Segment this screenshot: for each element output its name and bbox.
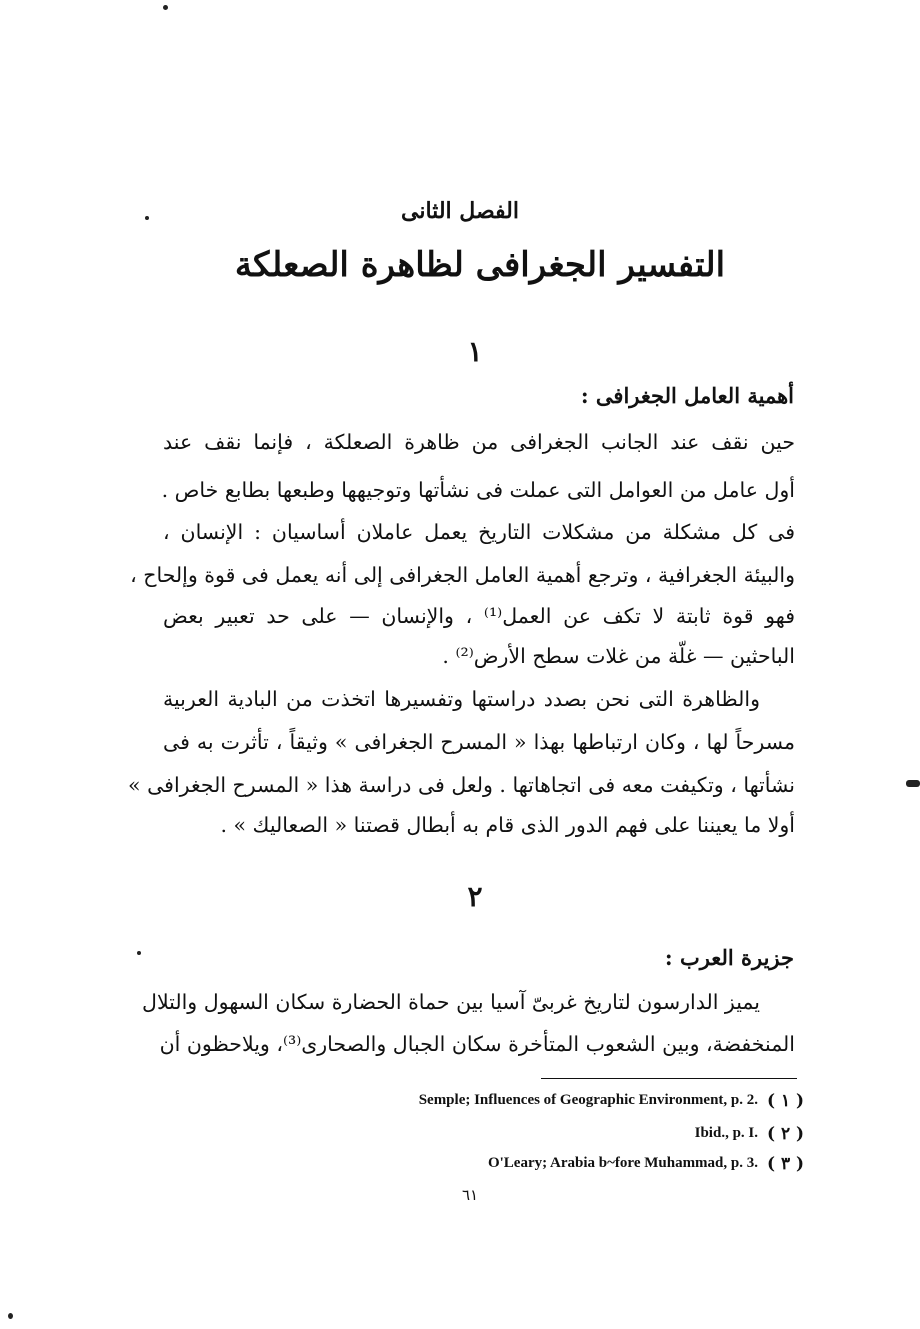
paragraph-line: حين نقف عند الجانب الجغرافى من ظاهرة الصعلكة ، فإنما نقف عند: [163, 430, 795, 454]
paragraph-line: الباحثين — غلّة من غلات سطح الأرض⁽²⁾ .: [442, 644, 795, 668]
paragraph-line: والظاهرة التى نحن بصدد دراستها وتفسيرها اتخذت من البادية العربية: [163, 687, 760, 711]
paragraph-line: نشأتها ، وتكيفت معه فى اتجاهاتها . ولعل فى دراسة هذا « المسرح الجغرافى »: [128, 773, 795, 797]
paragraph-line: مسرحاً لها ، وكان ارتباطها بهذا « المسرح الجغرافى » وثيقاً ، تأثرت به فى: [163, 730, 795, 754]
footnote-number: ( ٢ ): [767, 1124, 805, 1144]
paragraph-line: والبيئة الجغرافية ، وترجع أهمية العامل الجغرافى إلى أنه يعمل فى قوة وإلحاح ،: [130, 563, 795, 587]
section-heading: أهمية العامل الجغرافى :: [580, 383, 794, 408]
page-number: ٦١: [461, 1186, 479, 1204]
scan-speck: [137, 951, 141, 955]
section-number: ١: [467, 335, 483, 368]
footnote-number: ( ١ ): [767, 1091, 805, 1111]
paragraph-line: أول عامل من العوامل التى عملت فى نشأتها وتوجيهها وطبعها بطابع خاص .: [161, 478, 795, 502]
paragraph-line: يميز الدارسون لتاريخ غربىّ آسيا بين حماة الحضارة سكان السهول والتلال: [142, 990, 760, 1014]
section-heading: جزيرة العرب :: [664, 945, 794, 970]
footnote-rule: [541, 1078, 797, 1079]
paragraph-line: فهو قوة ثابتة لا تكف عن العمل⁽¹⁾ ، والإنسان — على حد تعبير بعض: [163, 604, 796, 628]
scan-speck: [906, 780, 920, 787]
paragraph-line: المنخفضة، وبين الشعوب المتأخرة سكان الجبال والصحارى⁽³⁾، ويلاحظون أن: [159, 1032, 795, 1056]
footnote-text: Ibid., p. I.: [694, 1125, 758, 1141]
footnote-text: O'Leary; Arabia b~fore Muhammad, p. 3.: [487, 1155, 758, 1171]
chapter-label: الفصل الثانى: [401, 198, 519, 224]
paragraph-line: أولا ما يعيننا على فهم الدور الذى قام به أبطال قصتنا « الصعاليك » .: [220, 813, 795, 837]
scan-speck: [8, 1313, 13, 1319]
footnote-text: Semple; Influences of Geographic Environment, p. 2.: [418, 1092, 758, 1108]
section-number: ٢: [467, 880, 483, 913]
chapter-title: التفسير الجغرافى لظاهرة الصعلكة: [234, 245, 726, 285]
paragraph-line: فى كل مشكلة من مشكلات التاريخ يعمل عاملان أساسيان : الإنسان ،: [163, 520, 795, 544]
scan-speck: [163, 5, 168, 10]
footnote-number: ( ٣ ): [767, 1154, 805, 1174]
